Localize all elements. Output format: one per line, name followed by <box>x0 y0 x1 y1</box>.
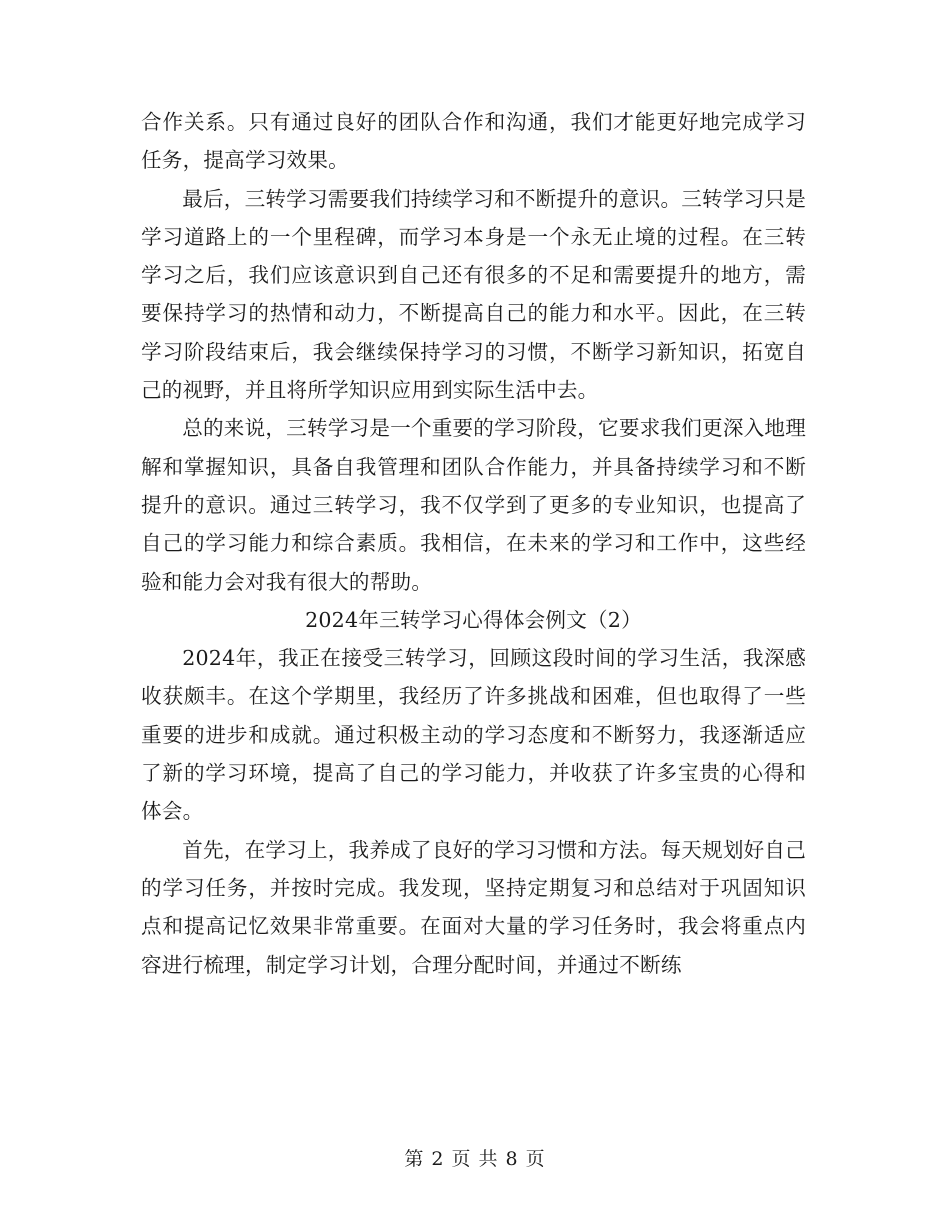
paragraph: 总的来说，三转学习是一个重要的学习阶段，它要求我们更深入地理解和掌握知识，具备自我管理和团队合作能力，并具备持续学习和不断提升的意识。通过三转学习，我不仅学到了更多的专业知识，也提高了自己的学习能力和综合素质。我相信，在未来的学习和工作中，这些经验和能力会对我有很大的帮助。 <box>141 416 806 594</box>
paragraph: 首先，在学习上，我养成了良好的学习习惯和方法。每天规划好自己的学习任务，并按时完成。我发现，坚持定期复习和总结对于巩固知识点和提高记忆效果非常重要。在面对大量的学习任务时，我会将重点内容进行梳理，制定学习计划，合理分配时间，并通过不断练 <box>141 837 806 977</box>
page-number-footer: 第 2 页 共 8 页 <box>404 1148 546 1170</box>
paragraph: 2024年，我正在接受三转学习，回顾这段时间的学习生活，我深感收获颇丰。在这个学期里，我经历了许多挑战和困难，但也取得了一些重要的进步和成就。通过积极主动的学习态度和不断努力，我逐渐适应了新的学习环境，提高了自己的学习能力，并收获了许多宝贵的心得和体会。 <box>141 646 806 824</box>
paragraph: 合作关系。只有通过良好的团队合作和沟通，我们才能更好地完成学习任务，提高学习效果。 <box>141 110 806 173</box>
section-heading: 2024年三转学习心得体会例文（2） <box>305 607 642 632</box>
paragraph: 最后，三转学习需要我们持续学习和不断提升的意识。三转学习只是学习道路上的一个里程碑，而学习本身是一个永无止境的过程。在三转学习之后，我们应该意识到自己还有很多的不足和需要提升的地方，需要保持学习的热情和动力，不断提高自己的能力和水平。因此，在三转学习阶段结束后，我会继续保持学习的习惯，不断学习新知识，拓宽自己的视野，并且将所学知识应用到实际生活中去。 <box>141 186 806 403</box>
document-body <box>141 103 806 984</box>
